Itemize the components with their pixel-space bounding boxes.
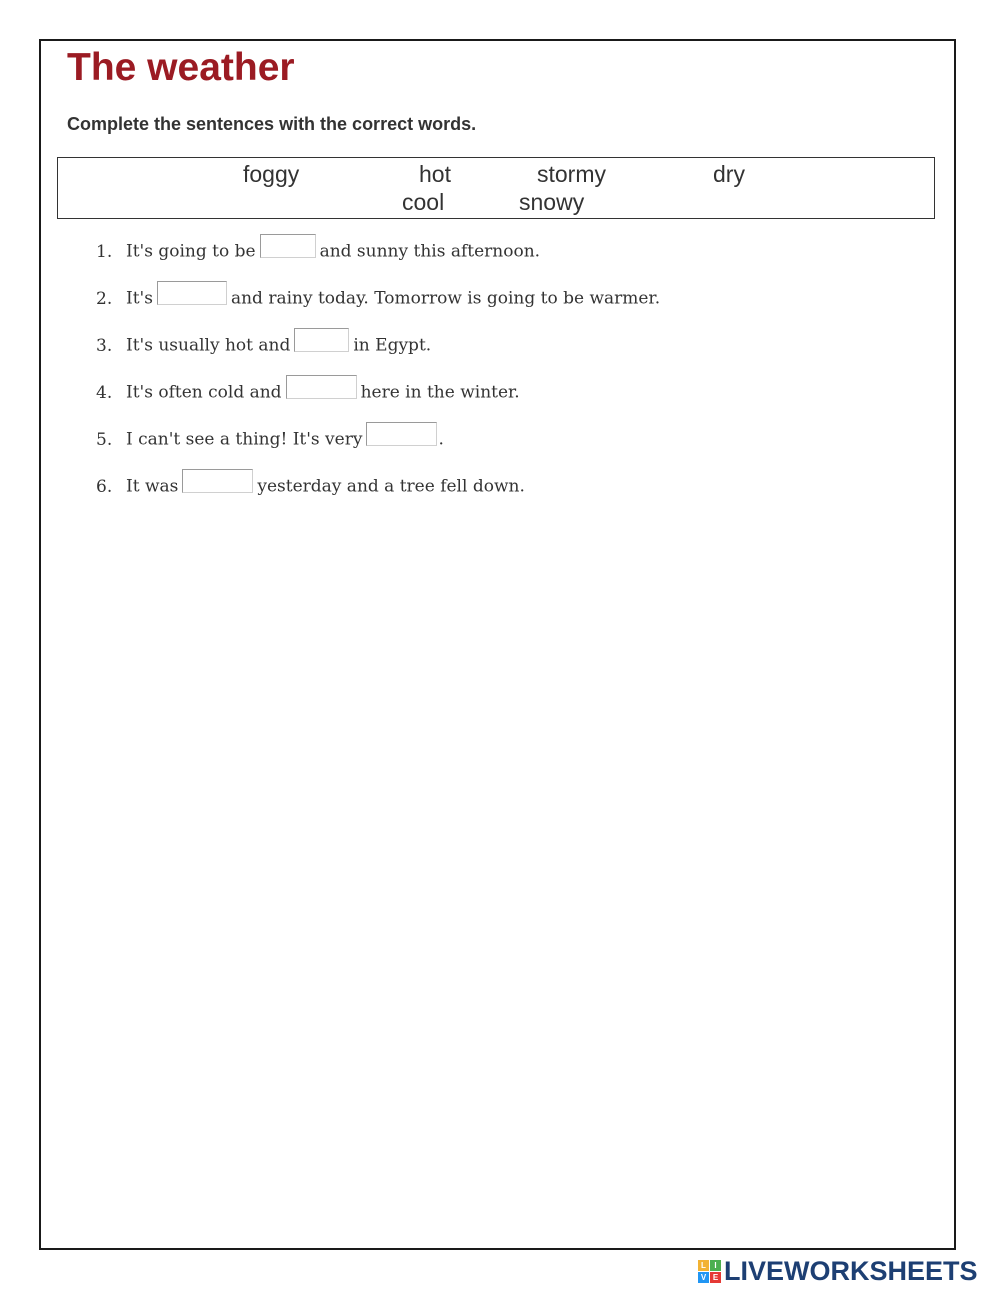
answer-input-4[interactable]: [286, 375, 357, 399]
question-text-after: and rainy today. Tomorrow is going to be warmer.: [230, 288, 661, 309]
liveworksheets-logo-icon: [698, 1260, 721, 1283]
word-bank-item: dry: [713, 161, 745, 187]
answer-input-5[interactable]: [366, 422, 437, 446]
answer-input-6[interactable]: [182, 469, 253, 493]
question-text-after: .: [438, 429, 444, 450]
word-bank: [57, 157, 935, 219]
logo-letter: I: [710, 1260, 721, 1271]
question-number: 2.: [96, 288, 113, 309]
answer-input-1[interactable]: [260, 234, 316, 258]
question-text-before: It's going to be: [126, 241, 256, 262]
answer-input-2[interactable]: [157, 281, 227, 305]
question-text-after: yesterday and a tree fell down.: [257, 476, 525, 497]
liveworksheets-brand: [698, 1256, 978, 1286]
question-text-after: here in the winter.: [360, 382, 520, 403]
worksheet-title: The weather: [67, 46, 295, 89]
question-number: 3.: [96, 335, 113, 356]
question-2: [96, 281, 660, 311]
word-bank-item: foggy: [243, 161, 300, 187]
question-1: [96, 234, 540, 264]
question-number: 5.: [96, 429, 113, 450]
question-text-before: It's: [126, 288, 153, 309]
question-number: 6.: [96, 476, 113, 497]
word-bank-item: hot: [419, 161, 451, 187]
worksheet-page: [39, 39, 956, 1250]
question-number: 1.: [96, 241, 113, 262]
instruction-text: Complete the sentences with the correct words.: [67, 114, 477, 134]
word-bank-item: cool: [402, 189, 445, 215]
logo-letter: E: [710, 1272, 721, 1283]
word-bank-item: snowy: [519, 189, 585, 215]
question-text-before: It was: [126, 476, 179, 497]
question-5: [96, 422, 444, 452]
brand-name: LIVEWORKSHEETS: [724, 1255, 978, 1286]
logo-letter: V: [698, 1272, 709, 1283]
question-text-after: and sunny this afternoon.: [319, 241, 541, 262]
question-text-before: It's usually hot and: [126, 335, 291, 356]
question-3: [96, 328, 431, 358]
question-6: [96, 469, 525, 499]
word-bank-item: stormy: [537, 161, 606, 187]
question-number: 4.: [96, 382, 113, 403]
question-4: [96, 375, 520, 405]
answer-input-3[interactable]: [294, 328, 349, 352]
logo-letter: L: [698, 1260, 709, 1271]
question-text-before: I can't see a thing! It's very: [126, 429, 363, 450]
question-text-after: in Egypt.: [353, 335, 432, 356]
question-text-before: It's often cold and: [126, 382, 282, 403]
